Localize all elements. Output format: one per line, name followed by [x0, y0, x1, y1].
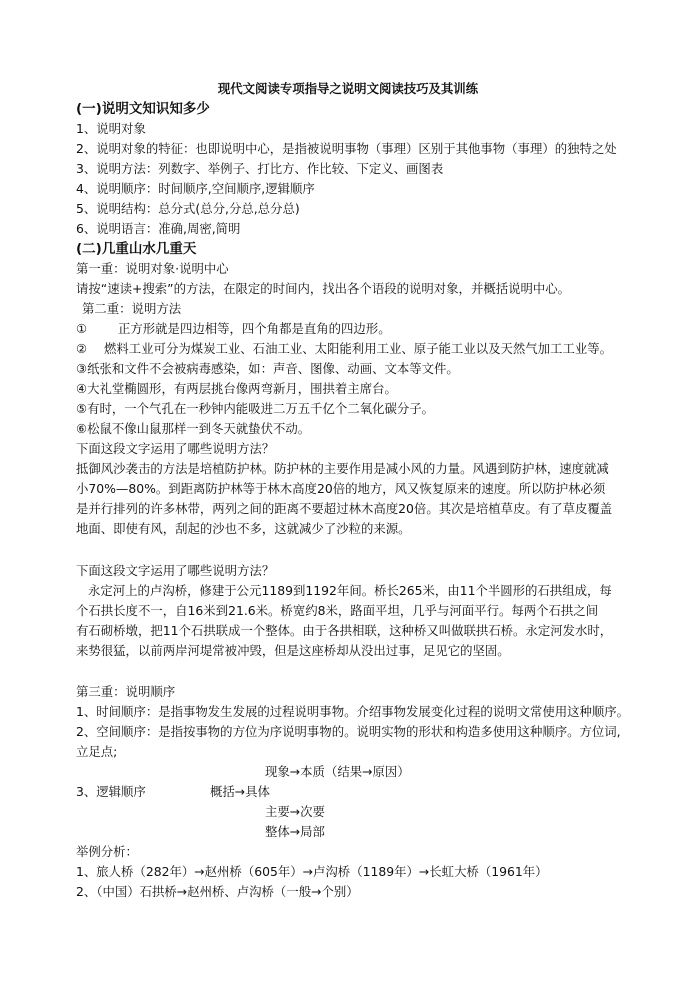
order-item: 立足点; — [76, 744, 118, 759]
knowledge-item: 4、说明顺序：时间顺序,空间顺序,逻辑顺序 — [76, 181, 315, 196]
example-marker: ② — [76, 341, 88, 356]
question-1: 下面这段文字运用了哪些说明方法？ — [76, 441, 275, 456]
example-marker: ③ — [76, 361, 88, 376]
passage-2-line: 有石砌桥墩，把11个石拱联成一个整体。由于各拱相联，这种桥又叫做联拱石桥。永定河发水时， — [76, 623, 613, 638]
layer-1-title: 第一重：说明对象·说明中心 — [76, 261, 229, 276]
analysis-line: 1、旅人桥（282年）→赵州桥（605年）→卢沟桥（1189年）→长虹大桥（1961年） — [76, 864, 548, 879]
section-heading-2: (二)几重山水几重天 — [76, 241, 197, 257]
example-text: 松鼠不像山鼠那样一到冬天就蛰伏不动。 — [87, 421, 311, 436]
order-item: 1、时间顺序：是指事物发生发展的过程说明事物。介绍事物发展变化过程的说明文常使用这种顺序。 — [76, 704, 630, 719]
logic-line: 整体→局部 — [265, 824, 325, 839]
analysis-line: 2、（中国）石拱桥→赵州桥、卢沟桥（一般→个别） — [76, 884, 359, 899]
example-text: 正方形就是四边相等，四个角都是直角的四边形。 — [118, 321, 391, 336]
order-item: 2、空间顺序：是指按事物的方位为序说明事物的。说明实物的形状和构造多使用这种顺序。方位词, — [76, 724, 621, 739]
passage-2-line: 个石拱长度不一，自16米到21.6米。桥宽约8米，路面平坦，几乎与河面平行。每两个石拱之间 — [76, 603, 599, 618]
example-text: 大礼堂椭圆形，有两层挑台像两弯新月，围拱着主席台。 — [87, 381, 397, 396]
example-sentence — [76, 379, 636, 399]
document-title: 现代文阅读专项指导之说明文阅读技巧及其训练 — [217, 81, 479, 96]
example-text: 有时，一个气孔在一秒钟内能吸进二万五千亿个二氧化碳分子。 — [87, 401, 435, 416]
question-2: 下面这段文字运用了哪些说明方法？ — [76, 563, 275, 578]
passage-1-line: 地面、即使有风，刮起的沙也不多，这就减少了沙粒的来源。 — [76, 521, 411, 536]
layer-2-title: 第二重：说明方法 — [82, 301, 182, 316]
example-text: 纸张和文件不会被病毒感染，如：声音、图像、动画、文本等文件。 — [87, 361, 459, 376]
example-sentence — [76, 319, 636, 339]
example-text: 燃料工业可分为煤炭工业、石油工业、太阳能利用工业、原子能工业以及天然气加工工业等。 — [104, 341, 613, 356]
logic-line: 概括→具体 — [210, 784, 270, 799]
knowledge-item: 1、说明对象 — [76, 121, 146, 136]
knowledge-item: 6、说明语言：准确,周密,简明 — [76, 221, 241, 236]
knowledge-item: 5、说明结构：总分式(总分,分总,总分总) — [76, 201, 300, 216]
example-sentence — [76, 339, 636, 359]
logic-label: 3、逻辑顺序 — [76, 784, 146, 799]
layer-3-title: 第三重：说明顺序 — [76, 684, 176, 699]
example-sentence — [76, 419, 636, 439]
logic-line: 主要→次要 — [265, 804, 325, 819]
example-marker: ① — [76, 321, 88, 336]
analysis-title: 举例分析： — [76, 844, 138, 859]
passage-2-line: 永定河上的卢沟桥，修建于公元1189到1192年间。桥长265米，由11个半圆形的石拱组成，每 — [88, 583, 612, 598]
knowledge-item: 2、说明对象的特征：也即说明中心，是指被说明事物（事理）区别于其他事物（事理）的独特之处 — [76, 141, 617, 156]
passage-1-line: 是并行排列的许多林带，两列之间的距离不要超过林木高度20倍。其次是培植草皮。有了草皮覆盖 — [76, 501, 613, 516]
example-marker: ⑤ — [76, 401, 88, 416]
passage-1-line: 小70%—80%。到距离防护林等于林木高度20倍的地方，风又恢复原来的速度。所以防护林必须 — [76, 481, 606, 496]
knowledge-item: 3、说明方法：列数字、举例子、打比方、作比较、下定义、画图表 — [76, 161, 444, 176]
example-marker: ④ — [76, 381, 88, 396]
example-marker: ⑥ — [76, 421, 88, 436]
section-heading-1: (一)说明文知识知多少 — [76, 101, 210, 117]
passage-1-line: 抵御风沙袭击的方法是培植防护林。防护林的主要作用是减小风的力量。风遇到防护林，速度就减 — [76, 461, 609, 476]
passage-2-line: 来势很猛，以前两岸河堤常被冲毁，但是这座桥却从没出过事，足见它的坚固。 — [76, 643, 510, 658]
logic-line: 现象→本质（结果→原因） — [265, 764, 410, 779]
example-sentence — [76, 359, 636, 379]
example-sentence — [76, 399, 636, 419]
layer-1-instruction: 请按“速读+搜索”的方法，在限定的时间内，找出各个语段的说明对象，并概括说明中心。 — [76, 281, 571, 296]
